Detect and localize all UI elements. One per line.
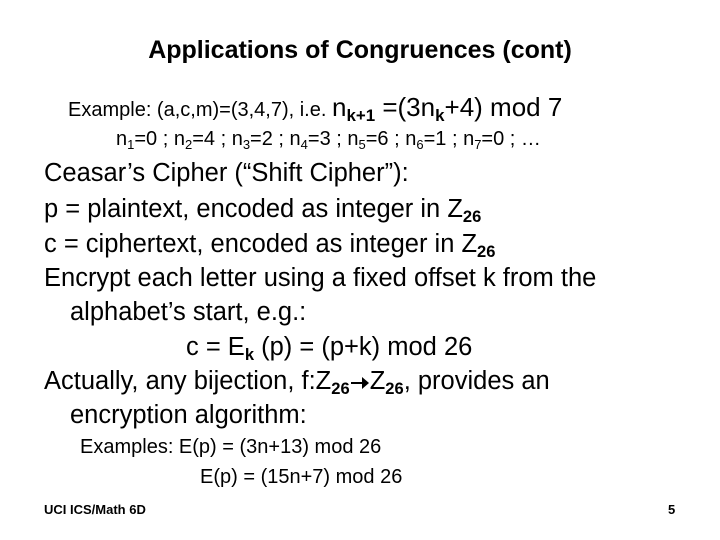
caesar-formula: $c = E_k$ (p) = (p+k) mod 26 [186,333,473,364]
seq-term: $n_3=2$ ; [231,128,290,152]
bijection-line-1: Actually, any bijection, $f:Z_{26}$ $Z_{26}$, provides an [44,367,550,398]
examples-line-2: E(p) = (15n+7) mod 26 [200,466,403,488]
example-prefix: Example: (a,c,m)=(3,4,7), i.e. [68,99,332,121]
right-arrow-icon [351,376,369,390]
slide-title: Applications of Congruences (cont) [148,36,572,64]
seq-term: $n_2=4$ ; [173,128,232,152]
encrypt-line-2: alphabet’s start, e.g.: [70,298,307,326]
recurrence-formula [331,92,563,126]
sequence-line [116,128,541,151]
encrypt-line-1: Encrypt each letter using a fixed offset k from the [44,264,597,292]
seq-term: $n_1=0$ ; [116,128,174,152]
formula-end: +4) mod 7 [444,92,563,122]
examples-line-1: Examples: E(p) = (3n+13) mod 26 [80,436,382,458]
seq-term: $n_4=3$ ; [289,128,348,152]
caesar-heading: Ceasar’s Cipher (“Shift Cipher”): [44,159,409,187]
page-number: 5 [668,502,676,517]
formula-sub-k: k [435,106,445,126]
formula-n: n [331,92,347,122]
plaintext-line: p = plaintext, encoded as integer in $Z_{26}$ [44,195,482,226]
seq-term: $n_6=1$ ; [405,128,464,152]
seq-term: $n_7=0$ ; … [463,128,541,152]
formula-mid: =(3n [375,92,436,122]
ciphertext-line: c = ciphertext, encoded as integer in $Z_{26}$ [44,230,496,261]
seq-term: $n_5=6$ ; [347,128,406,152]
bijection-line-2: encryption algorithm: [70,401,307,429]
footer-course-label: UCI ICS/Math 6D [44,502,146,517]
example-line [68,92,563,126]
formula-sub-k1: k+1 [346,106,376,126]
